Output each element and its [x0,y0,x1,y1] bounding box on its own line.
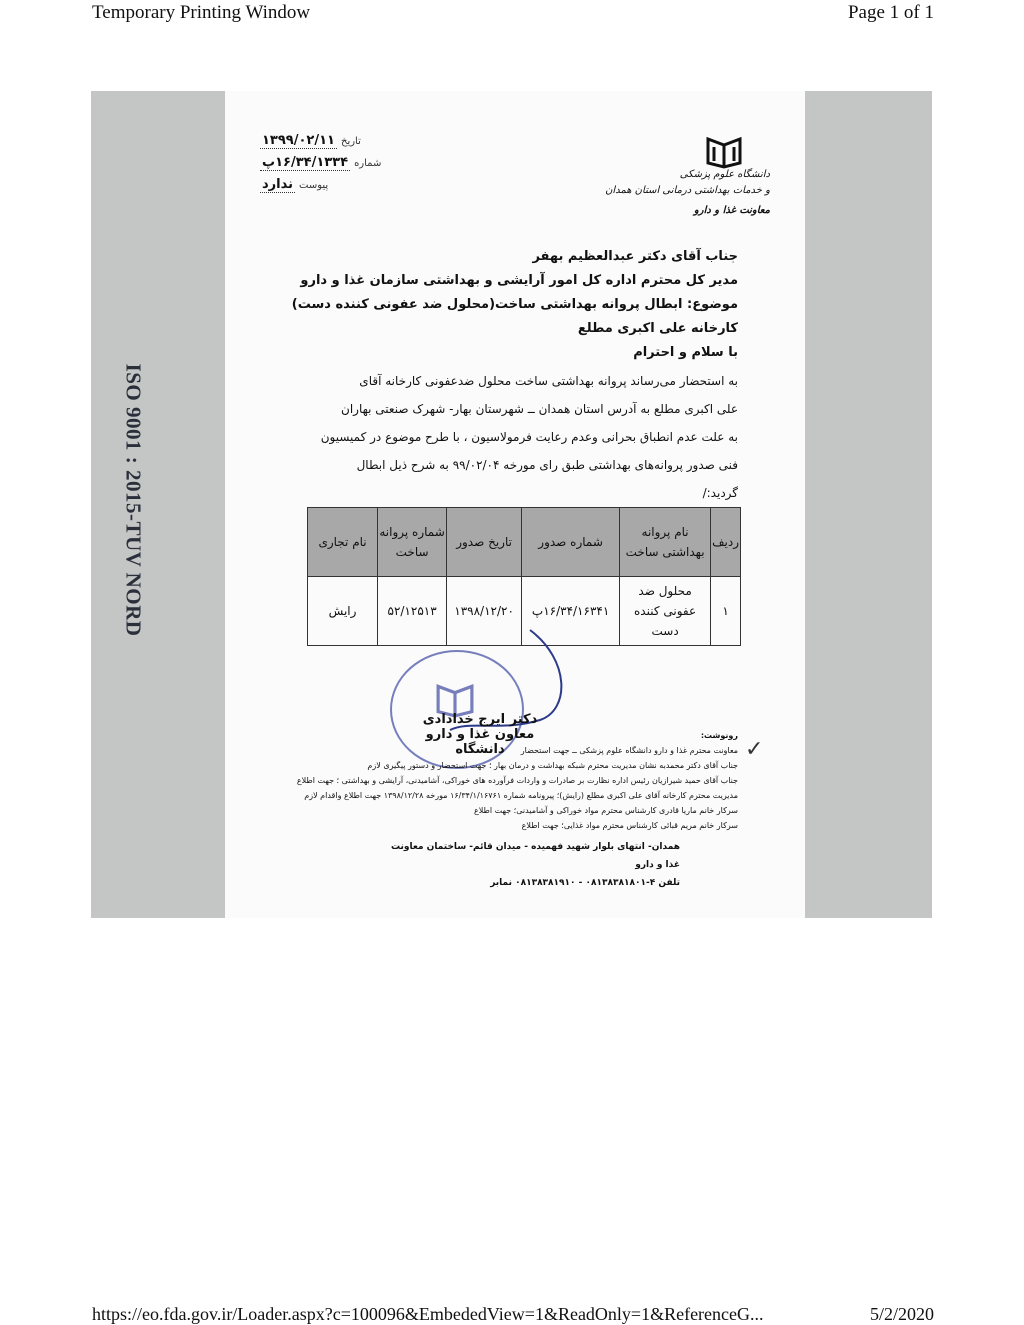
paragraph-line: فنی صدور پروانه‌های بهداشتی طبق رای مورخه ۹۹/۰۲/۰۴ به شرح ذیل ابطال [356,458,738,472]
address-footer [380,838,680,892]
paragraph-line: به استحضار می‌رساند پروانه بهداشتی ساخت محلول ضدعفونی کارخانه آقای [359,374,738,388]
paragraph-line: گردید:/ [702,486,738,500]
company-name: کارخانه علی اکبری مطلع [577,321,738,336]
letter-date: ۱۳۹۹/۰۲/۱۱ [262,133,335,148]
letter-subject: موضوع: ابطال پروانه بهداشتی ساخت(محلول ضد عفونی کننده دست) [291,297,738,312]
cc-item: مدیریت محترم کارخانه آقای علی اکبری مطلع (رایش)؛ پیرونامه شماره ۱۶/۳۴/۱/۱۶۷۶۱ مورخه ۱۳۹۸/۱۲/۲۸ جهت اطلاع واقدام لازم [304,791,738,800]
paragraph-line: علی اکبری مطلع به آدرس استان همدان ــ شهرستان بهار- شهرک صنعتی بهاران [341,402,738,416]
page-indicator: Page 1 of 1 [847,2,934,23]
col-header-row-number: ردیف [711,508,741,577]
cc-item: سرکار خانم مریم قبائی کارشناس محترم مواد غذایی؛ جهت اطلاع [521,821,738,830]
col-header-issue-date: تاریخ صدور [447,508,522,577]
col-header-brand-name: نام تجاری [308,508,378,577]
col-header-license-number: شماره پروانه ساخت [378,508,447,577]
greeting: با سلام و احترام [633,345,738,360]
cell-issue-number: ۱۶/۳۴/۱۶۳۴۱پ [522,577,620,646]
cc-item: معاونت محترم غذا و دارو دانشگاه علوم پزشکی ــ جهت استحضار [520,746,738,755]
number-label: شماره [354,157,382,169]
book-emblem-icon [706,135,742,167]
logo-services-line: و خدمات بهداشتی درمانی استان همدان [605,185,770,196]
phone-line: تلفن ۴-۰۸۱۳۸۳۸۱۸۰۱ - ۰۸۱۳۸۳۸۱۹۱۰ نمابر [490,878,680,888]
print-window-title: Temporary Printing Window [92,2,311,23]
address-line: همدان- انتهای بلوار شهید فهمیده - میدان قائم- ساختمان معاونت غذا و دارو [391,842,680,870]
attachment-label: پیوست [299,179,329,191]
iso-certification-mark: ISO 9001 : 2015-TUV NORD [121,363,146,637]
recipient-title: مدیر کل محترم اداره کل امور آرایشی و بهداشتی سازمان غذا و دارو [300,273,738,288]
letter-attachment: ندارد [262,177,294,192]
cell-brand-name: رایش [308,577,378,646]
table-header-row [308,508,741,577]
letter-body [291,245,738,505]
letter-meta [260,130,380,196]
letter-number: ۱۶/۳۴/۱۳۳۴پ [262,155,349,170]
attachment-row [260,174,380,196]
cc-list [296,728,738,833]
university-logo [605,135,770,225]
number-row [260,152,380,174]
cell-license-number: ۵۲/۱۲۵۱۳ [378,577,447,646]
col-header-license-name: نام پروانه بهداشتی ساخت [620,508,711,577]
letter-paragraph [318,369,738,505]
signer-title: معاون غذا و دارو دانشگاه [425,727,535,757]
cc-item: جناب آقای دکتر محمدبه نشان مدیریت محترم شبکه بهداشت و درمان بهار ؛ جهت استحضار و دستور پیگیری لازم [367,761,738,770]
source-url: https://eo.fda.gov.ir/Loader.aspx?c=100096&EmbededView=1&ReadOnly=1&ReferenceG... [92,1304,764,1324]
cc-item: سرکار خانم ماریا قادری کارشناس محترم مواد خوراکی و آشامیدنی؛ جهت اطلاع [473,806,738,815]
recipient-name: جناب آقای دکتر عبدالعظیم بهفر [532,249,738,264]
print-header [0,0,1024,28]
print-date: 5/2/2020 [869,1304,934,1324]
date-label: تاریخ [340,135,361,147]
cc-item: جناب آقای حمید شیرازیان رئیس اداره نظارت بر صادرات و واردات فرآورده های خوراکی، آشامیدنی، آرایشی و بهداشتی ؛ جهت اطلاع [296,776,738,785]
cell-license-name: محلول ضد عفونی کننده دست [620,577,711,646]
cell-row-number: ۱ [711,577,741,646]
col-header-issue-number: شماره صدور [522,508,620,577]
signer-name: دکتر ایرج خدادادی [422,712,538,727]
paragraph-line: به علت عدم انطباق بحرانی وعدم رعایت فرمولاسیون ، با طرح موضوع در کمیسیون [320,430,738,444]
checkmark-icon: ✓ [745,737,764,762]
cc-label: رونوشت: [700,731,738,740]
print-footer [0,1300,1024,1325]
cell-issue-date: ۱۳۹۸/۱۲/۲۰ [447,577,522,646]
date-row [260,130,380,152]
logo-university-line: دانشگاه علوم پزشکی [679,169,770,180]
logo-department-line: معاونت غذا و دارو [693,205,770,216]
